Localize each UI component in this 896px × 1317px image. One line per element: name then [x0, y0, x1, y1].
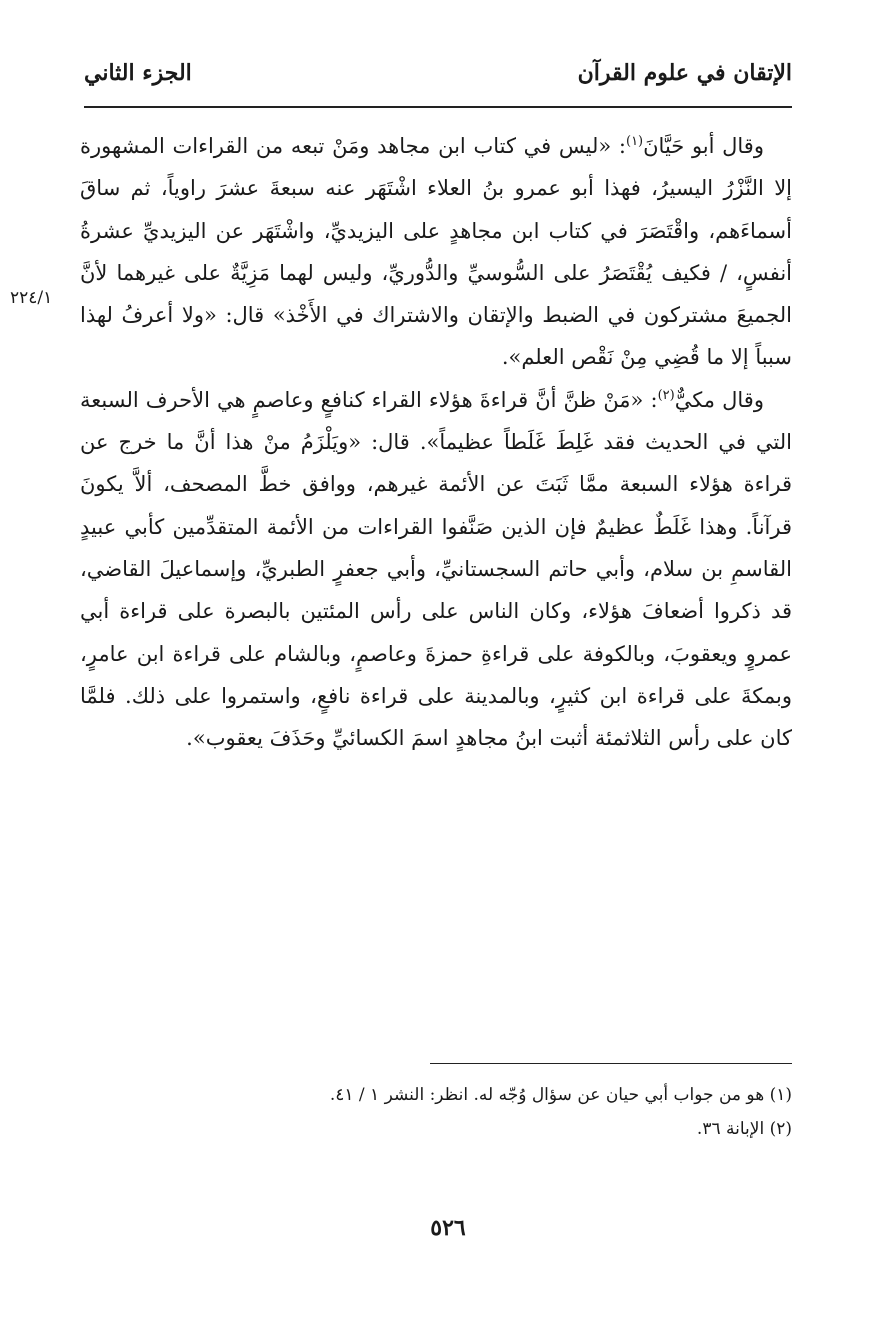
- paragraph-abu-hayyan: [80, 125, 792, 379]
- paragraph-text: : «مَنْ ظنَّ أنَّ قراءةَ هؤلاء القراء كنافعٍ وعاصمٍ هي الأحرف السبعة التي في الحديث فقد غَلِطَ غَلَطاً عظيماً». قال: «ويَلْزَمُ منْ هذا أنَّ ما خرج عن قراءة هؤلاء السبعة ممَّا ثَبَتَ عن الأئمة غيرهم، ووافق خطَّ المصحف، ألاَّ يكونَ قرآناً. وهذا غَلَطٌ عظيمٌ فإن الذين صَنَّفوا القراءات من الأئمة المتقدِّمين كأبي عبيدٍ القاسمِ بن سلام، وأبي حاتم السجستانيِّ، وأبي جعفرٍ الطبريِّ، وإسماعيلَ القاضي، قد ذكروا أضعافَ هؤلاء، وكان الناس على رأس المئتين بالبصرة على قراءة أبي عمروٍ ويعقوبَ، وبالكوفة على قراءةِ حمزةَ وعاصمٍ، وبالشام على قراءة ابن عامرٍ، وبمكةَ على قراءة ابن كثيرٍ، وبالمدينة على قراءة نافعٍ، واستمروا على ذلك. فلمَّا كان على رأس الثلاثمئة أثبت ابنُ مجاهدٍ اسمَ الكسائيِّ وحَذَفَ يعقوب».: [80, 387, 793, 751]
- paragraph-text: : «ليس في كتاب ابن مجاهد ومَنْ تبعه من القراءات المشهورة إلا النَّزْرُ اليسيرُ، فهذا أبو عمرو بنُ العلاء اشْتَهَر عنه سبعةَ عشرَ راوياً، ثم ساقَ أسماءَهم، واقْتَصَرَ في كتاب ابن مجاهدٍ على اليزيديِّ، واشْتَهَر عن اليزيديِّ عشرةُ أنفسٍ، / فكيف يُقْتَصَرُ على السُّوسيِّ والدُّوريِّ، وليس لهما مَزِيَّةٌ على غيرهما لأنَّ الجميعَ مشتركون في الضبط والإتقان والاشتراك في الأَخْذ» قال: «ولا أعرفُ لهذا سبباً إلا ما قُضِي مِنْ نَقْص العلم».: [80, 134, 792, 370]
- paragraph-text: وقال أبو حَيَّانَ: [643, 134, 764, 158]
- header-rule: [84, 106, 792, 108]
- paragraph-text: وقال مكيٌّ: [674, 387, 764, 412]
- footnote-1: (١) هو من جواب أبي حيان عن سؤال وُجّه له. انظر: النشر ١ / ٤١.: [329, 1085, 792, 1105]
- main-text: [80, 125, 792, 759]
- footnotes: [84, 1078, 792, 1146]
- running-header: [84, 60, 792, 100]
- footnote-2: (٢) الإبانة ٣٦.: [696, 1119, 792, 1139]
- footnote-ref-2[interactable]: (٢): [657, 387, 675, 403]
- footnote-ref-1[interactable]: (١): [625, 134, 644, 149]
- book-title: الإتقان في علوم القرآن: [577, 60, 792, 86]
- margin-page-reference: ٢٢٤/١: [10, 288, 53, 308]
- footnote-rule: [430, 1063, 792, 1064]
- paragraph-makki: [80, 379, 792, 760]
- page-number: ٥٢٦: [430, 1215, 466, 1241]
- volume-label: الجزء الثاني: [84, 60, 192, 86]
